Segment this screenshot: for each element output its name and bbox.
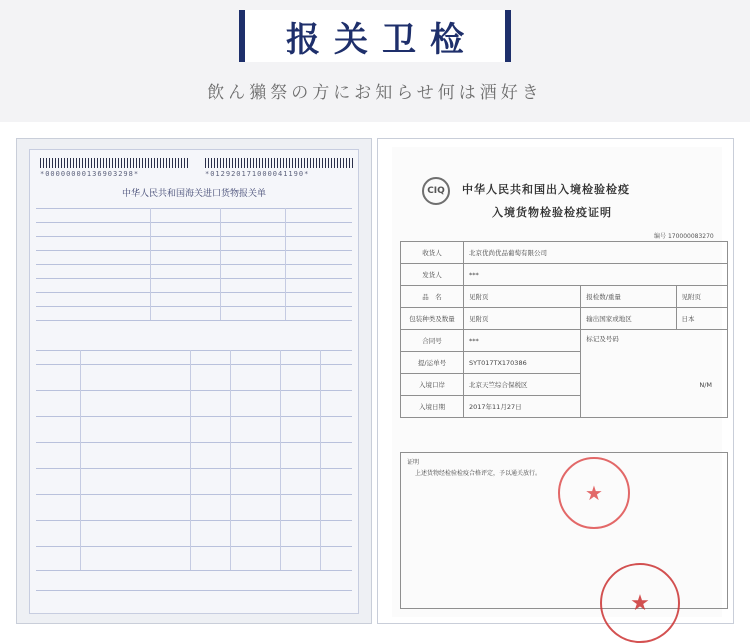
proof-label: 证明	[407, 459, 420, 466]
bl-label: 提/运单号	[401, 352, 464, 374]
barcode-left-text: *00000000136903298*	[40, 170, 140, 178]
inspection-certificate	[392, 147, 722, 617]
port-label: 入境口岸	[401, 374, 464, 396]
marks-label: 标记及号码	[586, 335, 619, 343]
certificate-table	[400, 241, 728, 418]
barcode-left	[40, 158, 190, 168]
red-star-seal: ★	[558, 457, 630, 529]
customs-declaration-form	[29, 149, 359, 614]
consignee-label: 收货人	[401, 242, 464, 264]
customs-form-title: 中华人民共和国海关进口货物报关单	[121, 189, 266, 199]
product-label: 品 名	[401, 286, 464, 308]
date-label: 入境日期	[401, 396, 464, 418]
proof-text: 上述货物经检验检疫合格评定，予以通关放行。	[415, 470, 542, 477]
contract-label: 合同号	[401, 330, 464, 352]
barcode-right-text: *012920171000041190*	[205, 170, 310, 178]
origin-value: 日本	[676, 308, 727, 330]
page-subtitle: 飲ん獺祭の方にお知らせ何は酒好き	[207, 83, 543, 103]
marks-value: N/M	[699, 381, 712, 389]
certificate-title: 入境货物检验检疫证明	[492, 206, 612, 219]
serial-label: 编号	[654, 233, 667, 240]
qty-value: 见附页	[676, 286, 727, 308]
contract-value: ***	[464, 330, 581, 352]
shipper-value: ***	[464, 264, 728, 286]
certificate-serial	[654, 231, 714, 240]
qty-label: 报检数/重量	[581, 286, 676, 308]
customs-declaration-photo	[16, 138, 372, 624]
official-red-seal: ★	[600, 563, 680, 643]
package-label: 包装种类及数量	[401, 308, 464, 330]
serial-value: 170000083270	[667, 233, 714, 240]
port-value: 北京天竺综合保税区	[464, 374, 581, 396]
marks-cell	[581, 330, 728, 418]
inspection-certificate-photo	[377, 138, 734, 624]
bl-value: SYT017TX170386	[464, 352, 581, 374]
origin-label: 输出国家或地区	[581, 308, 676, 330]
header-band	[0, 0, 750, 122]
barcode-right	[205, 158, 355, 168]
consignee-value: 北京优尚优品葡萄有限公司	[464, 242, 728, 264]
package-value: 见附页	[464, 308, 581, 330]
page-title: 报关卫检	[239, 10, 511, 62]
date-value: 2017年11月27日	[464, 396, 581, 418]
product-value: 见附页	[464, 286, 581, 308]
certificate-authority: 中华人民共和国出入境检验检疫	[462, 183, 630, 196]
ciq-logo: CIQ	[422, 177, 450, 205]
shipper-label: 发货人	[401, 264, 464, 286]
